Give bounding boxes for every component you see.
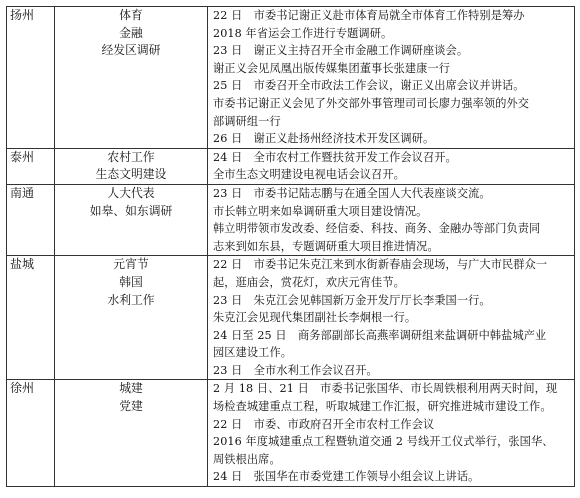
event-text: 全市生态文明建设电视电话会议召开。 xyxy=(213,168,405,182)
event-text: 2018 年省运会工作进行专题调研。 xyxy=(213,26,393,40)
table-row xyxy=(7,256,575,380)
event-text: 22 日 市委、市政府召开全市农村工作会议 xyxy=(213,417,435,431)
city-cell xyxy=(7,148,55,184)
event-text: 22 日 市委书记谢正义赴市体育局就全市体育工作特别是筹办 xyxy=(213,9,525,22)
event-text: 23 日 市委书记陆志鹏与在通全国人大代表座谈交流。 xyxy=(213,186,491,200)
event-text: 园区建设工作。 xyxy=(213,346,293,360)
event-text: 23 日 谢正义主持召开全市金融工作调研座谈会。 xyxy=(213,44,469,58)
topic-cell xyxy=(55,256,208,380)
event-text: 部调研组一行 xyxy=(213,114,281,128)
city-name: 盐城 xyxy=(10,257,35,272)
events-cell xyxy=(208,380,575,487)
event-text: 25 日 市委召开全市政法工作会议，谢正义出席会议并讲话。 xyxy=(213,79,525,93)
event-text: 谢正义会见凤凰出版传媒集团董事长张建康一行 xyxy=(213,61,451,75)
event-text: 22 日 市委书记朱克江来到水街新春庙会现场，与广大市民群众一 xyxy=(213,258,548,272)
city-cell xyxy=(7,184,55,255)
city-name: 徐州 xyxy=(10,381,35,396)
topic-label: 金融 xyxy=(119,25,143,40)
event-text: 市长韩立明来如皋调研重大项目建设情况。 xyxy=(213,204,428,218)
event-text: 24 日至 25 日 商务部副部长高燕率调研组来盐调研中韩盐城产业 xyxy=(213,328,547,342)
event-text: 志来到如东县，专题调研重大项目推进情况。 xyxy=(213,239,439,253)
city-cell xyxy=(7,256,55,380)
table-row xyxy=(7,184,575,255)
topic-label: 农村工作 xyxy=(107,149,155,164)
topic-label: 党建 xyxy=(119,399,143,414)
event-text: 24 日 全市农村工作暨扶贫开发工作会议召开。 xyxy=(213,150,457,164)
topic-cell xyxy=(55,380,208,487)
event-text: 起，逛庙会，赏花灯，欢庆元宵佳节。 xyxy=(213,275,405,289)
event-text: 朱克江会见现代集团副社长李炯根一行。 xyxy=(213,311,417,325)
topic-label: 人大代表 xyxy=(107,185,155,200)
table-row xyxy=(7,7,575,149)
event-text: 23 日 全市水利工作会议召开。 xyxy=(213,363,378,377)
event-text: 2 月 18 日、21 日 市委书记张国华、市长周铁根利用两天时间，现 xyxy=(213,382,558,396)
table-row xyxy=(7,148,575,184)
events-cell xyxy=(208,7,575,149)
event-text: 韩立明带领市发改委、经信委、科技、商务、金融办等部门负责同 xyxy=(213,222,541,236)
city-cell xyxy=(7,380,55,487)
topic-label: 经发区调研 xyxy=(101,43,161,58)
topic-label: 体育 xyxy=(119,8,143,22)
topic-label: 水利工作 xyxy=(107,292,155,307)
topic-label: 韩国 xyxy=(119,274,143,289)
city-events-table xyxy=(6,6,575,487)
event-text: 23 日 朱克江会见韩国新万金开发厅厅长李秉国一行。 xyxy=(213,293,491,307)
city-name: 泰州 xyxy=(10,149,35,164)
table-row xyxy=(7,380,575,487)
topic-label: 如皋、如东调研 xyxy=(89,203,173,218)
topic-cell xyxy=(55,7,208,149)
events-cell xyxy=(208,184,575,255)
city-name: 扬州 xyxy=(10,8,35,22)
events-cell xyxy=(208,148,575,184)
event-text: 2016 年度城建重点工程暨轨道交通 2 号线开工仪式举行，张国华、 xyxy=(213,435,554,449)
city-cell xyxy=(7,7,55,149)
topic-label: 城建 xyxy=(119,381,143,396)
event-text: 24 日 张国华在市委党建工作领导小组会议上讲话。 xyxy=(213,470,480,484)
city-name: 南通 xyxy=(10,185,35,200)
topic-label: 生态文明建设 xyxy=(95,167,167,182)
topic-cell xyxy=(55,184,208,255)
event-text: 周铁根出席。 xyxy=(213,452,281,466)
event-text: 市委书记谢正义会见了外交部外事管理司司长廖力强率领的外交 xyxy=(213,96,530,110)
topic-label: 元宵节 xyxy=(113,257,149,272)
event-text: 26 日 谢正义赴扬州经济技术开发区调研。 xyxy=(213,132,435,146)
events-cell xyxy=(208,256,575,380)
event-text: 场检查城建重点工程，听取城建工作汇报，研究推进城市建设工作。 xyxy=(213,400,552,414)
topic-cell xyxy=(55,148,208,184)
